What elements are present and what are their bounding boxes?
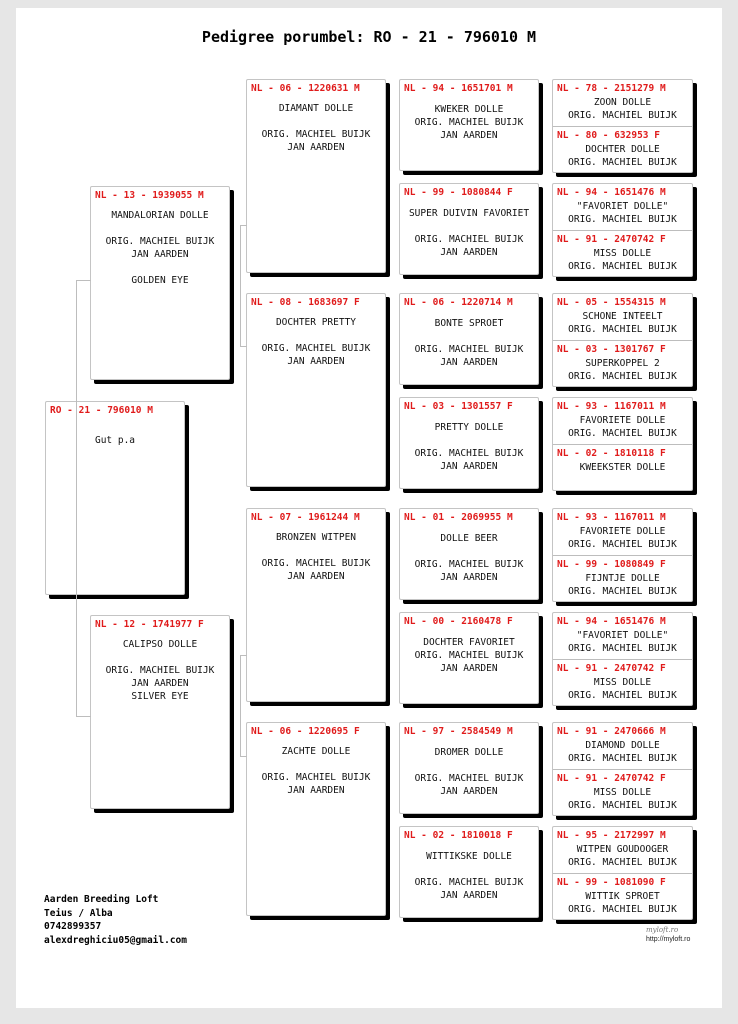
pigeon-detail-line: Gut p.a bbox=[94, 435, 136, 446]
ring-number: NL - 93 - 1167011 M bbox=[557, 401, 666, 412]
pigeon-detail-line: ORIG. MACHIEL BUIJK bbox=[568, 690, 677, 701]
great-great-grandparent-pair bbox=[552, 722, 693, 816]
pigeon-details bbox=[400, 850, 538, 902]
pigeon-detail-line: FAVORIETE DOLLE bbox=[579, 526, 666, 537]
breeder-phone: 0742899357 bbox=[44, 921, 102, 932]
pigeon-detail-line: SUPERKOPPEL 2 bbox=[585, 358, 660, 369]
ring-number: NL - 93 - 1167011 M bbox=[557, 512, 666, 523]
pigeon-detail-line: ZOON DOLLE bbox=[593, 97, 652, 108]
ring-number: NL - 07 - 1961244 M bbox=[251, 512, 360, 523]
pigeon-detail-line: SCHONE INTEELT bbox=[582, 311, 663, 322]
ring-number: NL - 94 - 1651701 M bbox=[404, 83, 513, 94]
pigeon-detail-line: ORIG. MACHIEL BUIJK bbox=[568, 586, 677, 597]
pigeon-detail-line: WITTIKSKE DOLLE bbox=[426, 851, 512, 862]
pigeon-detail-line: ORIG. MACHIEL BUIJK bbox=[414, 877, 524, 888]
ring-number: NL - 03 - 1301557 F bbox=[404, 401, 513, 412]
subject-card bbox=[45, 401, 185, 595]
great-great-grandparent-entry bbox=[553, 659, 692, 705]
pigeon-details bbox=[400, 532, 538, 584]
great-great-grandparent-entry bbox=[553, 294, 692, 340]
great-great-grandparent-pair bbox=[552, 397, 693, 491]
pigeon-detail-line: ORIG. MACHIEL BUIJK bbox=[414, 559, 524, 570]
pigeon-details bbox=[553, 414, 692, 440]
great-great-grandparent-entry bbox=[553, 126, 692, 172]
pigeon-detail-line: ZACHTE DOLLE bbox=[281, 746, 351, 757]
pigeon-detail-line: JAN AARDEN bbox=[131, 678, 189, 689]
ring-number: NL - 06 - 1220631 M bbox=[251, 83, 360, 94]
pigeon-detail-line bbox=[247, 758, 385, 771]
pigeon-detail-line bbox=[91, 222, 229, 235]
pigeon-detail-line: JAN AARDEN bbox=[287, 571, 345, 582]
pigeon-detail-line: JAN AARDEN bbox=[440, 663, 498, 674]
pigeon-detail-line: SILVER EYE bbox=[131, 691, 189, 702]
great-grandparent-card bbox=[399, 293, 539, 385]
pigeon-detail-line: JAN AARDEN bbox=[287, 785, 345, 796]
pigeon-detail-line: ORIG. MACHIEL BUIJK bbox=[414, 773, 524, 784]
pigeon-detail-line: ORIG. MACHIEL BUIJK bbox=[414, 650, 524, 661]
pigeon-detail-line: ORIG. MACHIEL BUIJK bbox=[261, 343, 371, 354]
pigeon-detail-line: ORIG. MACHIEL BUIJK bbox=[261, 772, 371, 783]
great-grandparent-card bbox=[399, 508, 539, 600]
great-great-grandparent-entry bbox=[553, 398, 692, 444]
pigeon-detail-line: ORIG. MACHIEL BUIJK bbox=[568, 371, 677, 382]
pigeon-detail-line: FIJNTJE DOLLE bbox=[585, 573, 660, 584]
breeder-name: Aarden Breeding Loft bbox=[44, 894, 159, 905]
grandparent-card bbox=[246, 508, 386, 702]
pigeon-detail-line bbox=[91, 651, 229, 664]
great-grandparent-card bbox=[399, 183, 539, 275]
ring-number: NL - 91 - 2470742 F bbox=[557, 773, 666, 784]
pigeon-detail-line: JAN AARDEN bbox=[440, 357, 498, 368]
pigeon-detail-line: MANDALORIAN DOLLE bbox=[111, 210, 209, 221]
pigeon-detail-line bbox=[247, 115, 385, 128]
pigeon-detail-line: ORIG. MACHIEL BUIJK bbox=[568, 428, 677, 439]
pigeon-details bbox=[553, 629, 692, 655]
pigeon-details bbox=[553, 200, 692, 226]
pigeon-detail-line: JAN AARDEN bbox=[131, 249, 189, 260]
pigeon-details bbox=[247, 531, 385, 583]
pigeon-detail-line: ORIG. MACHIEL BUIJK bbox=[568, 539, 677, 550]
pigeon-detail-line bbox=[400, 545, 538, 558]
pigeon-details bbox=[400, 746, 538, 798]
ring-number: NL - 12 - 1741977 F bbox=[95, 619, 204, 630]
great-great-grandparent-entry bbox=[553, 769, 692, 815]
great-great-grandparent-entry bbox=[553, 230, 692, 276]
pigeon-detail-line: DROMER DOLLE bbox=[434, 747, 504, 758]
grandparent-connector bbox=[240, 655, 247, 757]
great-great-grandparent-entry bbox=[553, 80, 692, 126]
pigeon-detail-line bbox=[400, 863, 538, 876]
great-great-grandparent-entry bbox=[553, 340, 692, 386]
great-great-grandparent-entry bbox=[553, 184, 692, 230]
breeder-location: Teius / Alba bbox=[44, 907, 113, 919]
pigeon-detail-line: KWEKER DOLLE bbox=[434, 104, 504, 115]
pigeon-detail-line: DOLLE BEER bbox=[440, 533, 498, 544]
pigeon-details bbox=[553, 96, 692, 122]
ring-number: NL - 99 - 1080849 F bbox=[557, 559, 666, 570]
pigeon-detail-line: BRONZEN WITPEN bbox=[275, 532, 357, 543]
ring-number: NL - 05 - 1554315 M bbox=[557, 297, 666, 308]
pigeon-detail-line: ORIG. MACHIEL BUIJK bbox=[568, 261, 677, 272]
pigeon-details bbox=[553, 572, 692, 598]
pigeon-details bbox=[400, 317, 538, 369]
pigeon-details bbox=[91, 209, 229, 287]
great-great-grandparent-entry bbox=[553, 723, 692, 769]
pigeon-detail-line: BONTE SPROET bbox=[434, 318, 504, 329]
pigeon-details bbox=[400, 103, 538, 142]
ring-number: NL - 06 - 1220714 M bbox=[404, 297, 513, 308]
pigeon-details bbox=[247, 102, 385, 154]
pigeon-details bbox=[400, 207, 538, 259]
grandparent-card bbox=[246, 722, 386, 916]
ring-number: RO - 21 - 796010 M bbox=[50, 405, 153, 416]
pigeon-detail-line: DIAMOND DOLLE bbox=[585, 740, 660, 751]
pigeon-detail-line bbox=[400, 220, 538, 233]
pigeon-detail-line: FAVORIETE DOLLE bbox=[579, 415, 666, 426]
pigeon-detail-line: DOCHTER DOLLE bbox=[585, 144, 660, 155]
great-great-grandparent-pair bbox=[552, 826, 693, 920]
pigeon-detail-line: PRETTY DOLLE bbox=[434, 422, 504, 433]
pigeon-detail-line: CALIPSO DOLLE bbox=[122, 639, 198, 650]
pigeon-detail-line bbox=[400, 330, 538, 343]
great-great-grandparent-entry bbox=[553, 555, 692, 601]
pigeon-detail-line: WITPEN GOUDOOGER bbox=[576, 844, 669, 855]
great-great-grandparent-entry bbox=[553, 444, 692, 490]
ring-number: NL - 80 - 632953 F bbox=[557, 130, 660, 141]
pigeon-detail-line: ORIG. MACHIEL BUIJK bbox=[414, 448, 524, 459]
grandparent-connector bbox=[240, 225, 247, 347]
great-grandparent-card bbox=[399, 79, 539, 171]
myloft-logo: myloft.ro bbox=[646, 926, 679, 934]
pigeon-detail-line: ORIG. MACHIEL BUIJK bbox=[105, 665, 215, 676]
pigeon-details bbox=[247, 316, 385, 368]
great-great-grandparent-pair bbox=[552, 508, 693, 602]
pigeon-detail-line: ORIG. MACHIEL BUIJK bbox=[568, 157, 677, 168]
pigeon-detail-line: SUPER DUIVIN FAVORIET bbox=[408, 208, 530, 219]
pigeon-detail-line: ORIG. MACHIEL BUIJK bbox=[414, 234, 524, 245]
ring-number: NL - 08 - 1683697 F bbox=[251, 297, 360, 308]
pigeon-detail-line: DOCHTER PRETTY bbox=[275, 317, 357, 328]
ring-number: NL - 78 - 2151279 M bbox=[557, 83, 666, 94]
pigeon-details bbox=[400, 636, 538, 675]
pigeon-detail-line: MISS DOLLE bbox=[593, 677, 652, 688]
pigeon-detail-line: JAN AARDEN bbox=[440, 461, 498, 472]
pigeon-detail-line: JAN AARDEN bbox=[287, 356, 345, 367]
pigeon-details bbox=[553, 143, 692, 169]
pigeon-detail-line: GOLDEN EYE bbox=[131, 275, 189, 286]
pigeon-details bbox=[46, 434, 184, 447]
pigeon-detail-line bbox=[400, 759, 538, 772]
parent-card bbox=[90, 186, 230, 380]
great-great-grandparent-pair bbox=[552, 293, 693, 387]
grandparent-card bbox=[246, 79, 386, 273]
ring-number: NL - 02 - 1810118 F bbox=[557, 448, 666, 459]
ring-number: NL - 02 - 1810018 F bbox=[404, 830, 513, 841]
ring-number: NL - 13 - 1939055 M bbox=[95, 190, 204, 201]
pigeon-details bbox=[553, 525, 692, 551]
pigeon-details bbox=[553, 461, 692, 474]
pigeon-details bbox=[553, 890, 692, 916]
pigeon-detail-line bbox=[247, 329, 385, 342]
pigeon-detail-line: ORIG. MACHIEL BUIJK bbox=[414, 344, 524, 355]
pigeon-detail-line: KWEEKSTER DOLLE bbox=[579, 462, 666, 473]
parent-connector bbox=[76, 280, 91, 717]
great-grandparent-card bbox=[399, 397, 539, 489]
ring-number: NL - 99 - 1081090 F bbox=[557, 877, 666, 888]
pigeon-detail-line: "FAVORIET DOLLE" bbox=[576, 630, 669, 641]
great-grandparent-card bbox=[399, 612, 539, 704]
pigeon-detail-line: DIAMANT DOLLE bbox=[278, 103, 354, 114]
pigeon-details bbox=[553, 310, 692, 336]
pigeon-detail-line: JAN AARDEN bbox=[440, 130, 498, 141]
pigeon-details bbox=[91, 638, 229, 703]
great-great-grandparent-entry bbox=[553, 827, 692, 873]
ring-number: NL - 95 - 2172997 M bbox=[557, 830, 666, 841]
pigeon-detail-line: ORIG. MACHIEL BUIJK bbox=[261, 129, 371, 140]
ring-number: NL - 91 - 2470666 M bbox=[557, 726, 666, 737]
pigeon-detail-line: ORIG. MACHIEL BUIJK bbox=[414, 117, 524, 128]
pigeon-details bbox=[553, 357, 692, 383]
pigeon-detail-line: ORIG. MACHIEL BUIJK bbox=[568, 643, 677, 654]
ring-number: NL - 06 - 1220695 F bbox=[251, 726, 360, 737]
ring-number: NL - 01 - 2069955 M bbox=[404, 512, 513, 523]
great-grandparent-card bbox=[399, 722, 539, 814]
pigeon-detail-line: ORIG. MACHIEL BUIJK bbox=[568, 800, 677, 811]
great-great-grandparent-pair bbox=[552, 612, 693, 706]
pigeon-detail-line: "FAVORIET DOLLE" bbox=[576, 201, 669, 212]
pigeon-detail-line: MISS DOLLE bbox=[593, 787, 652, 798]
pigeon-detail-line bbox=[247, 544, 385, 557]
pigeon-detail-line: ORIG. MACHIEL BUIJK bbox=[568, 857, 677, 868]
pigeon-details bbox=[247, 745, 385, 797]
pigeon-details bbox=[400, 421, 538, 473]
pigeon-details bbox=[553, 739, 692, 765]
ring-number: NL - 91 - 2470742 F bbox=[557, 234, 666, 245]
ring-number: NL - 91 - 2470742 F bbox=[557, 663, 666, 674]
ring-number: NL - 94 - 1651476 M bbox=[557, 616, 666, 627]
pigeon-detail-line: ORIG. MACHIEL BUIJK bbox=[568, 110, 677, 121]
pigeon-detail-line: ORIG. MACHIEL BUIJK bbox=[568, 214, 677, 225]
grandparent-card bbox=[246, 293, 386, 487]
myloft-url: http://myloft.ro bbox=[646, 936, 691, 943]
great-great-grandparent-entry bbox=[553, 509, 692, 555]
pigeon-detail-line: ORIG. MACHIEL BUIJK bbox=[568, 324, 677, 335]
pigeon-detail-line: ORIG. MACHIEL BUIJK bbox=[105, 236, 215, 247]
breeder-info bbox=[44, 893, 187, 947]
pigeon-details bbox=[553, 786, 692, 812]
great-great-grandparent-entry bbox=[553, 873, 692, 919]
pigeon-detail-line: DOCHTER FAVORIET bbox=[423, 637, 515, 648]
great-great-grandparent-pair bbox=[552, 183, 693, 277]
pigeon-detail-line: WITTIK SPROET bbox=[585, 891, 660, 902]
pigeon-detail-line bbox=[91, 261, 229, 274]
pigeon-detail-line: JAN AARDEN bbox=[440, 890, 498, 901]
pigeon-detail-line: ORIG. MACHIEL BUIJK bbox=[568, 753, 677, 764]
pigeon-details bbox=[553, 676, 692, 702]
pigeon-detail-line: JAN AARDEN bbox=[287, 142, 345, 153]
pigeon-detail-line: MISS DOLLE bbox=[593, 248, 652, 259]
pigeon-details bbox=[553, 247, 692, 273]
pigeon-detail-line: ORIG. MACHIEL BUIJK bbox=[261, 558, 371, 569]
great-great-grandparent-pair bbox=[552, 79, 693, 173]
pigeon-detail-line bbox=[400, 434, 538, 447]
great-grandparent-card bbox=[399, 826, 539, 918]
ring-number: NL - 94 - 1651476 M bbox=[557, 187, 666, 198]
pigeon-detail-line: JAN AARDEN bbox=[440, 247, 498, 258]
parent-card bbox=[90, 615, 230, 809]
ring-number: NL - 97 - 2584549 M bbox=[404, 726, 513, 737]
ring-number: NL - 99 - 1080844 F bbox=[404, 187, 513, 198]
page-title: Pedigree porumbel: RO - 21 - 796010 M bbox=[201, 28, 537, 46]
pigeon-detail-line: JAN AARDEN bbox=[440, 572, 498, 583]
ring-number: NL - 03 - 1301767 F bbox=[557, 344, 666, 355]
pigeon-details bbox=[553, 843, 692, 869]
pigeon-detail-line: ORIG. MACHIEL BUIJK bbox=[568, 904, 677, 915]
breeder-email: alexdreghiciu05@gmail.com bbox=[44, 934, 187, 946]
ring-number: NL - 00 - 2160478 F bbox=[404, 616, 513, 627]
great-great-grandparent-entry bbox=[553, 613, 692, 659]
pigeon-detail-line: JAN AARDEN bbox=[440, 786, 498, 797]
